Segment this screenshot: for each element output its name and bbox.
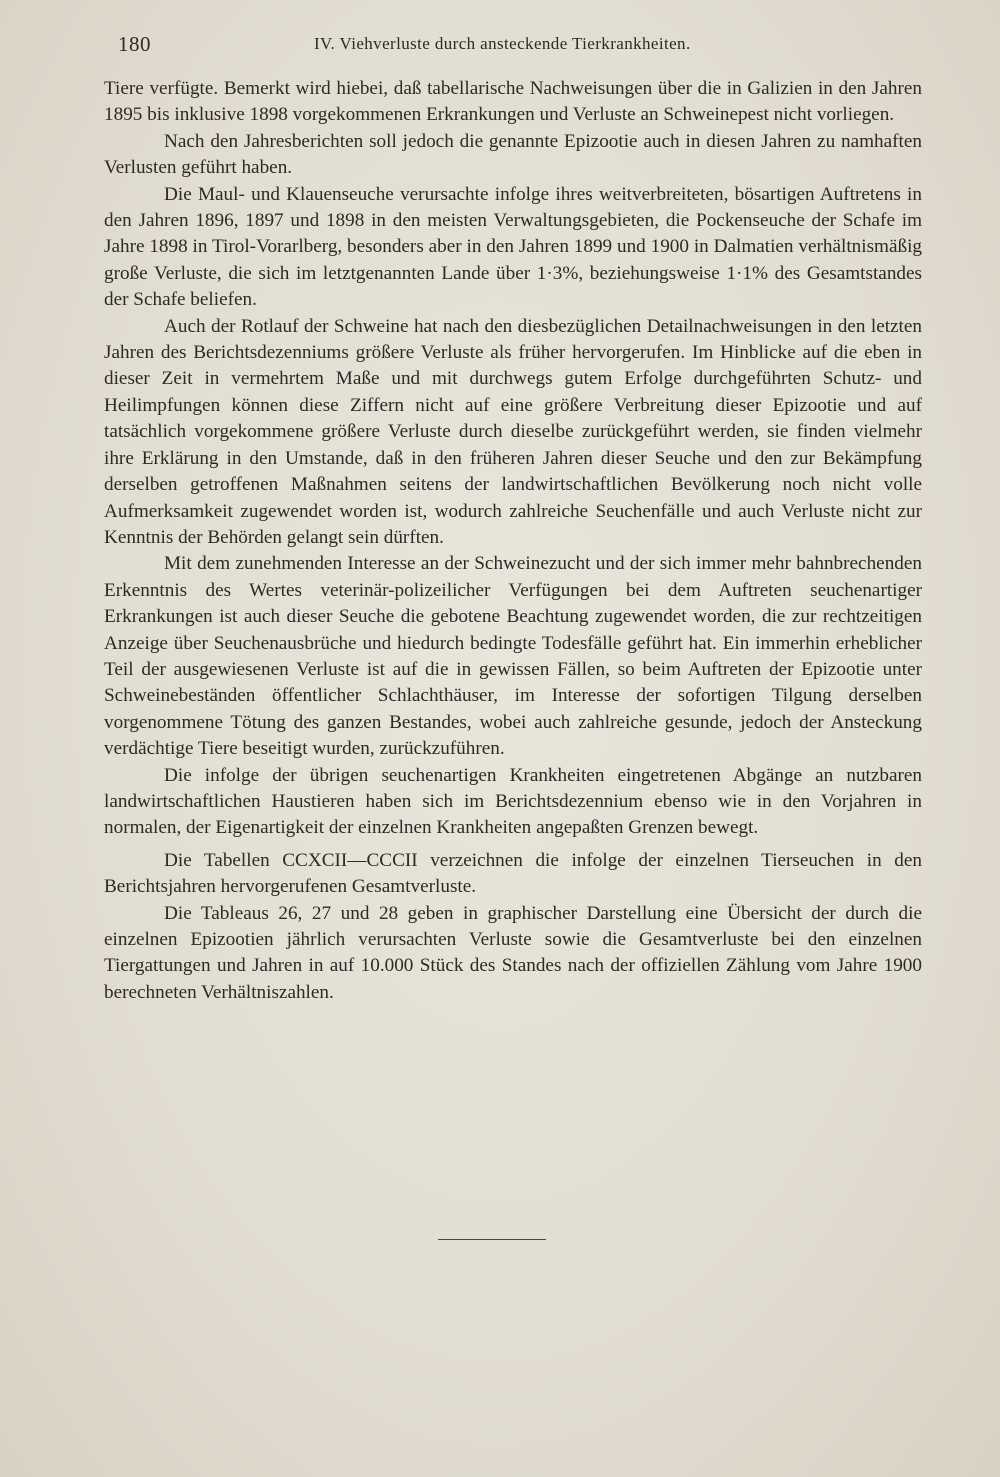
- body-text: [104, 76, 922, 1006]
- paragraph-1: Tiere verfügte. Bemerkt wird hiebei, daß tabellarische Nachweisungen über die in Galizien in den Jahren 1895 bis inklusive 1898 vorgekommenen Erkrankungen und Verluste an Schweinepest nicht vorliegen.: [104, 78, 922, 126]
- closing-rule: [438, 1239, 546, 1240]
- paragraph-8: Die Tableaus 26, 27 und 28 geben in graphischer Darstellung eine Übersicht der durch die einzelnen Epizootien jährlich verursachten Verluste sowie die Gesamtverluste bei den einzelnen Tiergattungen und Jahren in auf 10.000 Stück des Standes nach der offiziellen Zählung vom Jahre 1900 berechneten Verhältniszahlen.: [104, 902, 922, 1003]
- paragraph-3: Die Maul- und Klauenseuche verursachte infolge ihres weitverbreiteten, bösartigen Auftretens in den Jahren 1896, 1897 und 1898 in den meisten Verwaltungsgebieten, die Pockenseuche der Schafe im Jahre 1898 in Tirol-Vorarlberg, besonders aber in den Jahren 1899 und 1900 in Dalmatien verhältnismäßig große Verluste, die sich im letztgenannten Lande über 1·3%, beziehungsweise 1·1% des Gesamtstandes der Schafe beliefen.: [104, 183, 922, 311]
- paragraph-2: Nach den Jahresberichten soll jedoch die genannte Epizootie auch in diesen Jahren zu namhaften Verlusten geführt haben.: [104, 130, 922, 179]
- page-header: [118, 32, 928, 58]
- paragraph-6: Die infolge der übrigen seuchenartigen Krankheiten eingetretenen Abgänge an nutzbaren landwirtschaftlichen Haustieren haben sich im Berichtsdezennium ebenso wie in den Vorjahren in normalen, der Eigenartigkeit der einzelnen Krankheiten angepaßten Grenzen bewegt.: [104, 764, 922, 839]
- paragraph-5: Mit dem zunehmenden Interesse an der Schweinezucht und der sich immer mehr bahnbrechenden Erkenntnis des Wertes veterinär-polizeilicher Verfügungen bei dem Auftreten seuchenartiger Erkrankungen ist auch dieser Seuche die gebotene Beachtung zugewendet worden, die zur rechtzeitigen Anzeige über Seuchenausbrüche und hiedurch bedingte Todesfälle geführt hat. Ein immerhin erheblicher Teil der ausgewiesenen Verluste ist auf die in gewissen Fällen, so beim Auftreten der Epizootie unter Schweinebeständen öffentlicher Schlachthäuser, im Interesse der sofortigen Tilgung derselben vorgenommene Tötung des ganzen Bestandes, wobei auch zahlreiche gesunde, jedoch der Ansteckung verdächtige Tiere beseitigt wurden, zurückzuführen.: [104, 553, 922, 760]
- paragraph-4: Auch der Rotlauf der Schweine hat nach den diesbezüglichen Detailnachweisungen in den letzten Jahren des Berichtsdezenniums größere Verluste als früher hervorgerufen. Im Hinblicke auf die eben in dieser Zeit in vermehrtem Maße und mit durchwegs gutem Erfolge durchgeführten Schutz- und Heilimpfungen können diese Ziffern nicht auf eine größere Verbreitung dieser Epizootie und auf tatsächlich vorgekommene größere Verluste durch dieselbe zurückgeführt werden, sie finden vielmehr ihre Erklärung in den Umstande, daß in den früheren Jahren dieser Seuche und den zur Bekämpfung derselben getroffenen Maßnahmen seitens der landwirtschaftlichen Bevölkerung noch nicht volle Aufmerksamkeit zugewendet worden ist, wodurch zahlreiche Seuchenfälle und auch Verluste nicht zur Kenntnis der Behörden gelangt sein dürften.: [104, 315, 922, 548]
- running-title: IV. Viehverluste durch ansteckende Tierkrankheiten.: [314, 34, 691, 53]
- paragraph-7: Die Tabellen CCXCII—CCCII verzeichnen die infolge der einzelnen Tierseuchen in den Berichtsjahren hervorgerufenen Gesamtverluste.: [104, 849, 922, 898]
- page-number: 180: [118, 32, 151, 56]
